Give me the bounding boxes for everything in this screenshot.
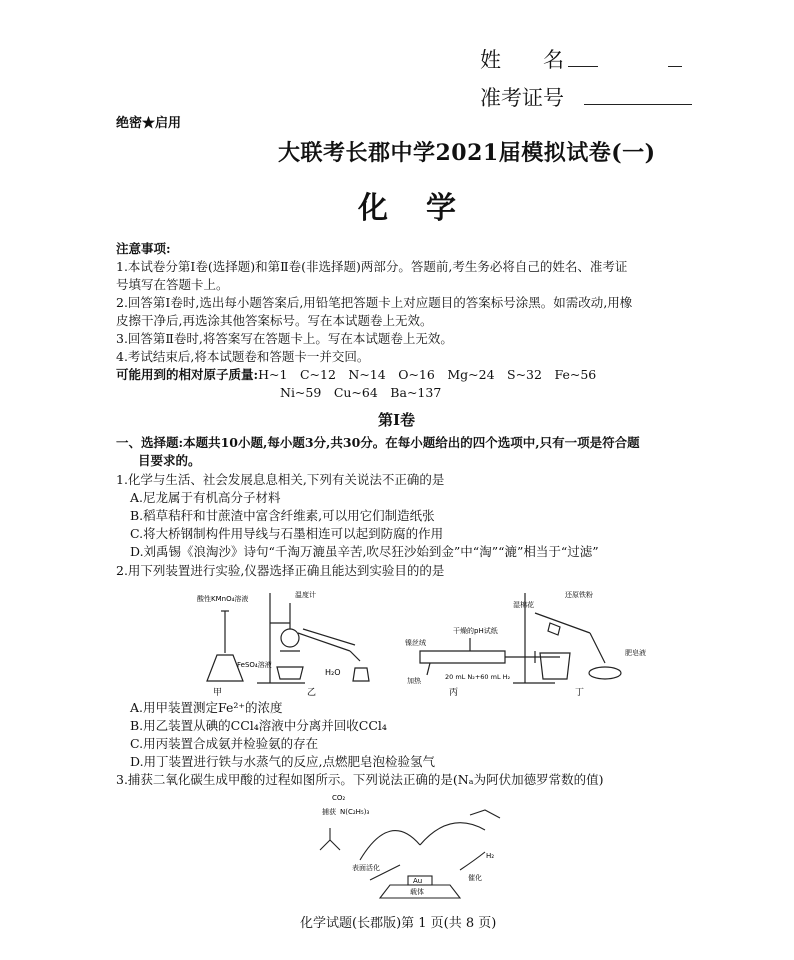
question-1-option-a: A.尼龙属于有机高分子材料	[130, 490, 281, 505]
apparatus-figure	[195, 583, 695, 698]
note-line: 号填写在答题卡上。	[116, 277, 229, 292]
label-wet-cotton: 湿棉花	[513, 601, 534, 609]
question-2-option-c: C.用丙装置合成氨并检验氨的存在	[130, 736, 319, 751]
section-title: 第Ⅰ卷	[378, 411, 416, 429]
question-2-option-a: A.用甲装置测定Fe²⁺的浓度	[130, 700, 283, 715]
atomic-mass-values-2: Ni~59 Cu~64 Ba~137	[280, 385, 442, 400]
note-line: 4.考试结束后,将本试题卷和答题卡一并交回。	[116, 349, 370, 364]
section-intro: 一、选择题:本题共10小题,每小题3分,共30分。在每小题给出的四个选项中,只有一项是符合题	[116, 435, 640, 450]
note-line: 3.回答第Ⅱ卷时,将答案写在答题卡上。写在本试题卷上无效。	[116, 331, 453, 346]
label-catalysis: 催化	[468, 874, 482, 882]
co2-capture-figure	[300, 790, 540, 905]
question-3-stem: 3.捕获二氧化碳生成甲酸的过程如图所示。下列说法正确的是(Nₐ为阿伏加德罗常数的值)	[116, 772, 604, 787]
question-2-option-d: D.用丁装置进行铁与水蒸气的反应,点燃肥皂泡检验氢气	[130, 754, 436, 769]
name-blank	[568, 50, 598, 67]
notes-heading: 注意事项:	[116, 241, 171, 256]
label-yi: 乙	[307, 688, 317, 698]
label-feso4: FeSO₄溶液	[237, 661, 272, 669]
name-label: 姓 名	[480, 48, 564, 72]
question-1-option-c: C.将大桥钢制构件用导线与石墨相连可以起到防腐的作用	[130, 526, 444, 541]
label-jia: 甲	[213, 688, 223, 698]
label-surface-activation: 表面活化	[352, 864, 380, 872]
note-line: 皮擦干净后,再选涂其他答案标号。写在本试题卷上无效。	[116, 313, 433, 328]
label-thermometer: 温度计	[295, 591, 316, 599]
question-1-option-d: D.刘禹锡《浪淘沙》诗句“千淘万漉虽辛苦,吹尽狂沙始到金”中“淘”“漉”相当于“过滤”	[130, 544, 599, 559]
question-2-option-b: B.用乙装置从碘的CCl₄溶液中分离并回收CCl₄	[130, 718, 387, 733]
question-1-option-b: B.稻草秸秆和甘蔗渣中富含纤维素,可以用它们制造纸张	[130, 508, 435, 523]
exam-title: 大联考长郡中学2021届模拟试卷(一)	[278, 140, 656, 166]
atomic-mass-label: 可能用到的相对原子质量:	[116, 367, 259, 382]
subject-title: 化 学	[358, 191, 460, 226]
label-nickel-wool: 镍丝绒	[405, 639, 426, 647]
note-line: 2.回答第Ⅰ卷时,选出每小题答案后,用铅笔把答题卡上对应题目的答案标号涂黑。如需改动,用橡	[116, 295, 633, 310]
label-kmno4: 酸性KMnO₄溶液	[197, 595, 249, 603]
label-support: 载体	[410, 888, 424, 896]
label-ding: 丁	[575, 688, 585, 698]
label-soap: 肥皂液	[625, 649, 646, 657]
label-co2: CO₂	[332, 794, 346, 802]
label-amine: N(C₂H₅)₃	[340, 808, 370, 816]
secret-mark: 绝密★启用	[116, 116, 182, 131]
label-au: Au	[413, 877, 423, 885]
label-gas-mix: 20 mL N₂+60 mL H₂	[445, 673, 511, 681]
name-blank-2	[668, 50, 682, 67]
exam-id-label: 准考证号	[480, 86, 564, 110]
label-h2: H₂	[486, 852, 495, 860]
label-h2o: H₂O	[325, 668, 341, 677]
exam-id-blank	[584, 88, 692, 105]
section-intro-2: 目要求的。	[138, 453, 201, 468]
question-1-stem: 1.化学与生活、社会发展息息相关,下列有关说法不正确的是	[116, 472, 445, 487]
question-2-stem: 2.用下列装置进行实验,仪器选择正确且能达到实验目的的是	[116, 563, 445, 578]
label-ph-paper: 干燥的pH试纸	[453, 627, 498, 635]
exam-id-field	[480, 82, 692, 112]
label-iron-powder: 还原铁粉	[565, 591, 593, 599]
name-field	[480, 44, 682, 74]
label-heat: 加热	[407, 677, 421, 685]
atomic-mass-values-1: H~1 C~12 N~14 O~16 Mg~24 S~32 Fe~56	[258, 367, 597, 382]
page-footer: 化学试题(长郡版)第 1 页(共 8 页)	[300, 916, 497, 931]
label-bing: 丙	[449, 688, 459, 698]
label-capture: 捕获	[322, 808, 336, 816]
note-line: 1.本试卷分第Ⅰ卷(选择题)和第Ⅱ卷(非选择题)两部分。答题前,考生务必将自己的姓名、准考证	[116, 259, 628, 274]
atomic-mass-line	[116, 366, 596, 384]
